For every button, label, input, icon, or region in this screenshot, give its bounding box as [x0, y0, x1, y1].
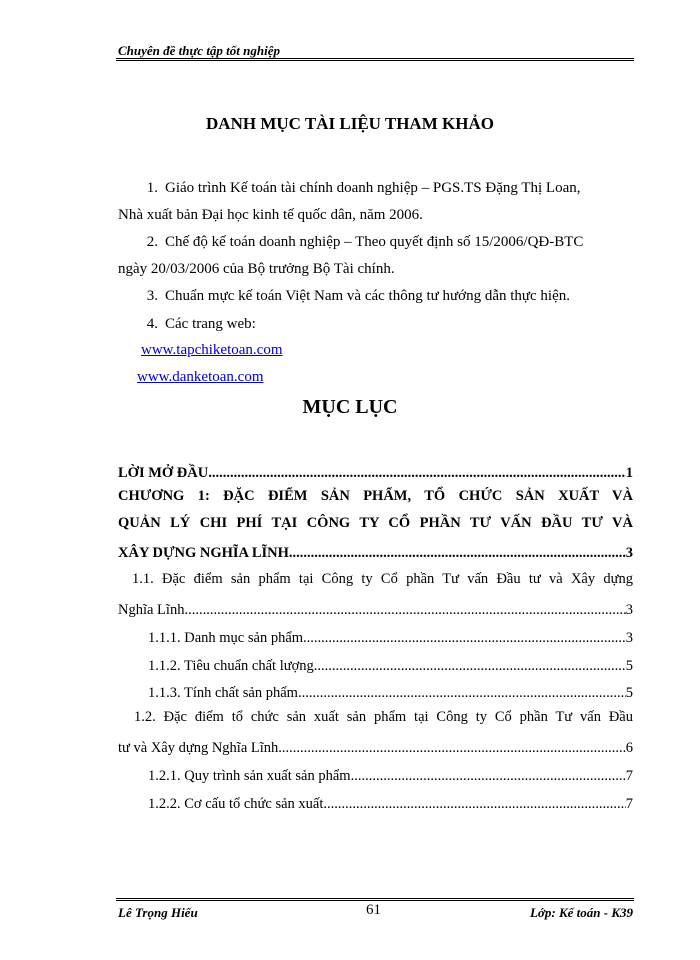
toc-page-number: 7 — [625, 768, 633, 784]
reference-item-2 — [118, 229, 633, 283]
toc-entry-1-1 — [118, 597, 633, 619]
reference-text-continued: ngày 20/03/2006 của Bộ trưởng Bộ Tài chính. — [118, 261, 395, 277]
toc-entry-text: 1.1.2. Tiêu chuẩn chất lượng — [148, 658, 314, 674]
toc-dot-leader — [314, 658, 626, 675]
toc-dot-leader — [184, 602, 625, 619]
toc-page-number: 3 — [625, 630, 633, 646]
reference-text: Giáo trình Kế toán tài chính doanh nghiệp – PGS.TS Đặng Thị Loan, — [165, 180, 581, 196]
references-title: DANH MỤC TÀI LIỆU THAM KHẢO — [206, 114, 494, 133]
toc-entry-1-2-1 — [148, 763, 633, 785]
reference-text-continued: Nhà xuất bản Đại học kinh tế quốc dân, năm 2006. — [118, 207, 423, 223]
toc-title: MỤC LỤC — [302, 396, 398, 418]
toc-entry-1-1-line1: 1.1. Đặc điểm sản phẩm tại Công ty Cổ phần Tư vấn Đầu tư và Xây dựng — [132, 571, 633, 587]
toc-dot-leader — [298, 685, 626, 702]
toc-entry-text: Nghĩa Lĩnh — [118, 602, 185, 618]
reference-text: Các trang web: — [165, 316, 256, 332]
toc-entry-text: tư và Xây dựng Nghĩa Lĩnh — [118, 740, 279, 756]
reference-text: Chuẩn mực kế toán Việt Nam và các thông tư hướng dẫn thực hiện. — [165, 288, 571, 304]
reference-item-4 — [118, 311, 633, 338]
toc-entry-intro — [118, 460, 633, 482]
reference-number: 3. — [146, 288, 158, 304]
toc-entry-text: 1.1.3. Tính chất sản phẩm — [148, 685, 298, 701]
toc-entry-text: 1.2.2. Cơ cấu tổ chức sản xuất — [148, 796, 324, 812]
toc-entry-chapter1 — [118, 540, 633, 562]
reference-item-3 — [118, 283, 633, 310]
reference-item-1 — [118, 175, 633, 229]
reference-text: Chế độ kế toán doanh nghiệp – Theo quyết định số 15/2006/QĐ-BTC — [165, 234, 584, 250]
reference-number: 2. — [146, 234, 158, 250]
toc-entry-text: LỜI MỞ ĐẦU — [118, 465, 209, 481]
toc-entry-1-1-2 — [148, 653, 633, 675]
toc-dot-leader — [323, 796, 625, 813]
toc-dot-leader — [303, 630, 626, 647]
toc-page-number: 3 — [625, 602, 633, 618]
toc-page-number: 5 — [625, 685, 633, 701]
toc-entry-text: 1.2.1. Quy trình sản xuất sản phẩm — [148, 768, 351, 784]
header-rule — [116, 58, 634, 61]
footer-page-number: 61 — [366, 902, 381, 918]
toc-page-number: 6 — [625, 740, 633, 756]
toc-entry-1-1-1 — [148, 625, 633, 647]
toc-entry-1-2-line1: 1.2. Đặc điểm tổ chức sản xuất sản phẩm tại Công ty Cổ phần Tư vấn Đầu — [134, 709, 633, 725]
toc-dot-leader — [278, 740, 625, 757]
toc-entry-text: 1.1.1. Danh mục sản phẩm — [148, 630, 304, 646]
toc-entry-1-1-3 — [148, 680, 633, 702]
toc-entry-1-2-2 — [148, 791, 633, 813]
toc-dot-leader — [208, 465, 626, 482]
link-danketoan[interactable]: www.danketoan.com — [137, 369, 264, 385]
footer-author: Lê Trọng Hiếu — [118, 905, 198, 920]
toc-dot-leader — [289, 545, 626, 562]
toc-entry-chapter1-line1: CHƯƠNG 1: ĐẶC ĐIỂM SẢN PHẨM, TỔ CHỨC SẢN XUẤT VÀ — [118, 488, 633, 504]
toc-page-number: 7 — [625, 796, 633, 812]
footer-class: Lớp: Kế toán - K39 — [529, 905, 633, 920]
reference-number: 1. — [146, 180, 158, 196]
page-header-title: Chuyên đề thực tập tốt nghiệp — [118, 43, 280, 58]
toc-page-number: 1 — [625, 465, 633, 481]
toc-page-number: 3 — [625, 545, 633, 561]
toc-entry-text: XÂY DỰNG NGHĨA LĨNH — [118, 545, 289, 561]
toc-page-number: 5 — [625, 658, 633, 674]
toc-entry-1-2 — [118, 735, 633, 757]
toc-entry-chapter1-line2: QUẢN LÝ CHI PHÍ TẠI CÔNG TY CỔ PHẦN TƯ VẤN ĐẦU TƯ VÀ — [118, 515, 633, 531]
toc-dot-leader — [351, 768, 626, 785]
footer-rule — [116, 898, 634, 901]
link-tapchiketoan[interactable]: www.tapchiketoan.com — [141, 342, 283, 358]
reference-number: 4. — [146, 316, 158, 332]
